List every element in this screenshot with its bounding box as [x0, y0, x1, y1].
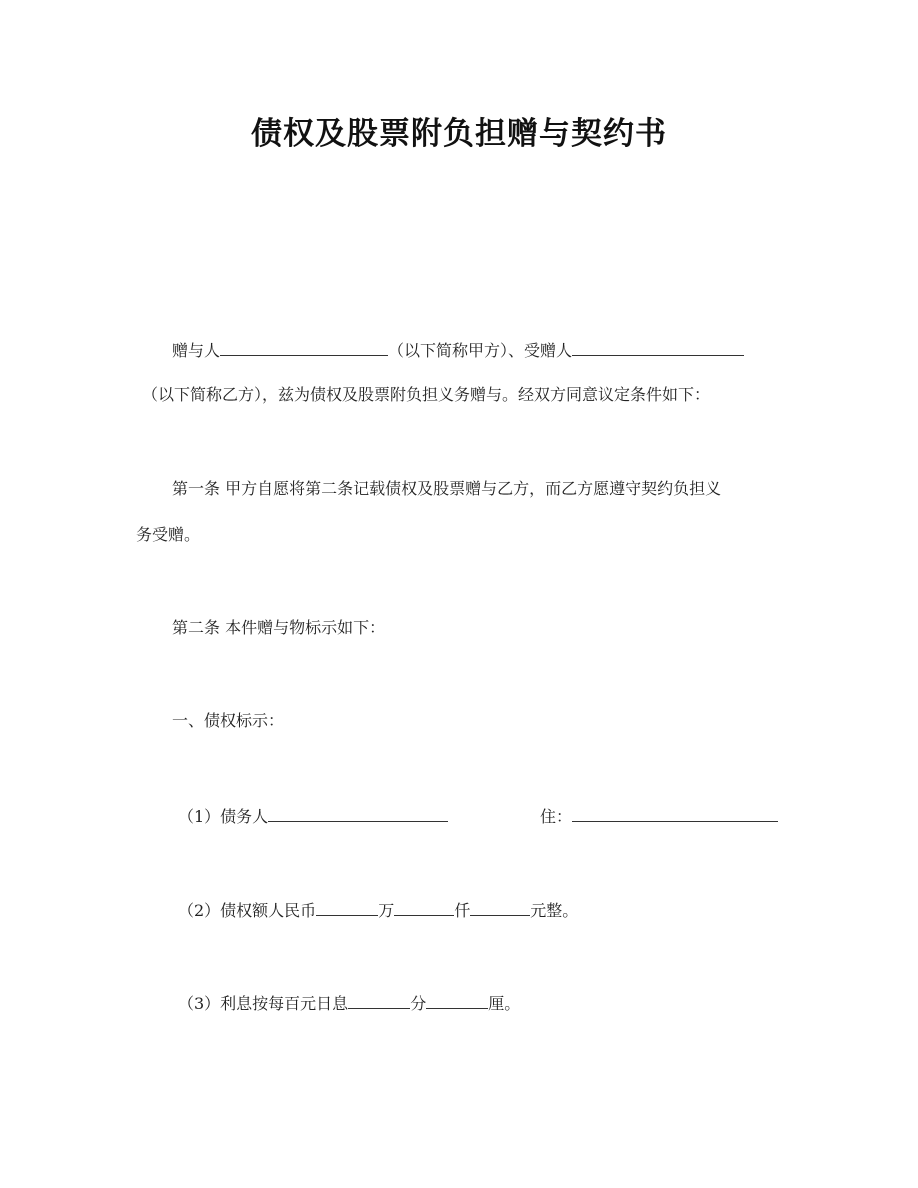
article-1-line-2: 务受赠。: [136, 525, 201, 544]
unit-li: 厘。: [488, 994, 521, 1013]
item-1-debtor: [178, 803, 448, 828]
item-2-amount: [178, 897, 578, 922]
amount-yuan-blank: [470, 897, 530, 916]
debtor-blank: [268, 803, 448, 822]
address-blank: [572, 803, 778, 822]
debtor-label: （1）债务人: [178, 807, 269, 826]
preamble-line-1: [172, 337, 744, 362]
amount-label: （2）债权额人民币: [178, 901, 317, 920]
item-1-address: [540, 803, 778, 828]
donee-blank: [572, 337, 744, 356]
interest-fen-blank: [348, 990, 410, 1009]
interest-li-blank: [426, 990, 488, 1009]
article-2-heading: 第二条 本件赠与物标示如下：: [172, 618, 386, 637]
document-title: 债权及股票附负担赠与契约书: [251, 116, 667, 152]
unit-fen: 分: [410, 994, 427, 1013]
address-label: 住：: [540, 807, 573, 826]
interest-label: （3）利息按每百元日息: [178, 994, 349, 1013]
section-1-heading: 一、债权标示：: [172, 711, 285, 730]
donor-suffix: （以下简称甲方）、受赠人: [388, 341, 573, 360]
unit-yuan: 元整。: [530, 901, 579, 920]
amount-qian-blank: [394, 897, 454, 916]
donor-blank: [220, 337, 388, 356]
donor-label: 赠与人: [172, 341, 221, 360]
item-3-interest: [178, 990, 520, 1015]
unit-wan: 万: [378, 901, 395, 920]
unit-qian: 仟: [454, 901, 471, 920]
article-1-line-1: 第一条 甲方自愿将第二条记载债权及股票赠与乙方，而乙方愿遵守契约负担义: [172, 479, 722, 498]
preamble-line-2: （以下简称乙方），兹为债权及股票附负担义务赠与。经双方同意议定条件如下：: [142, 385, 711, 404]
amount-wan-blank: [316, 897, 378, 916]
